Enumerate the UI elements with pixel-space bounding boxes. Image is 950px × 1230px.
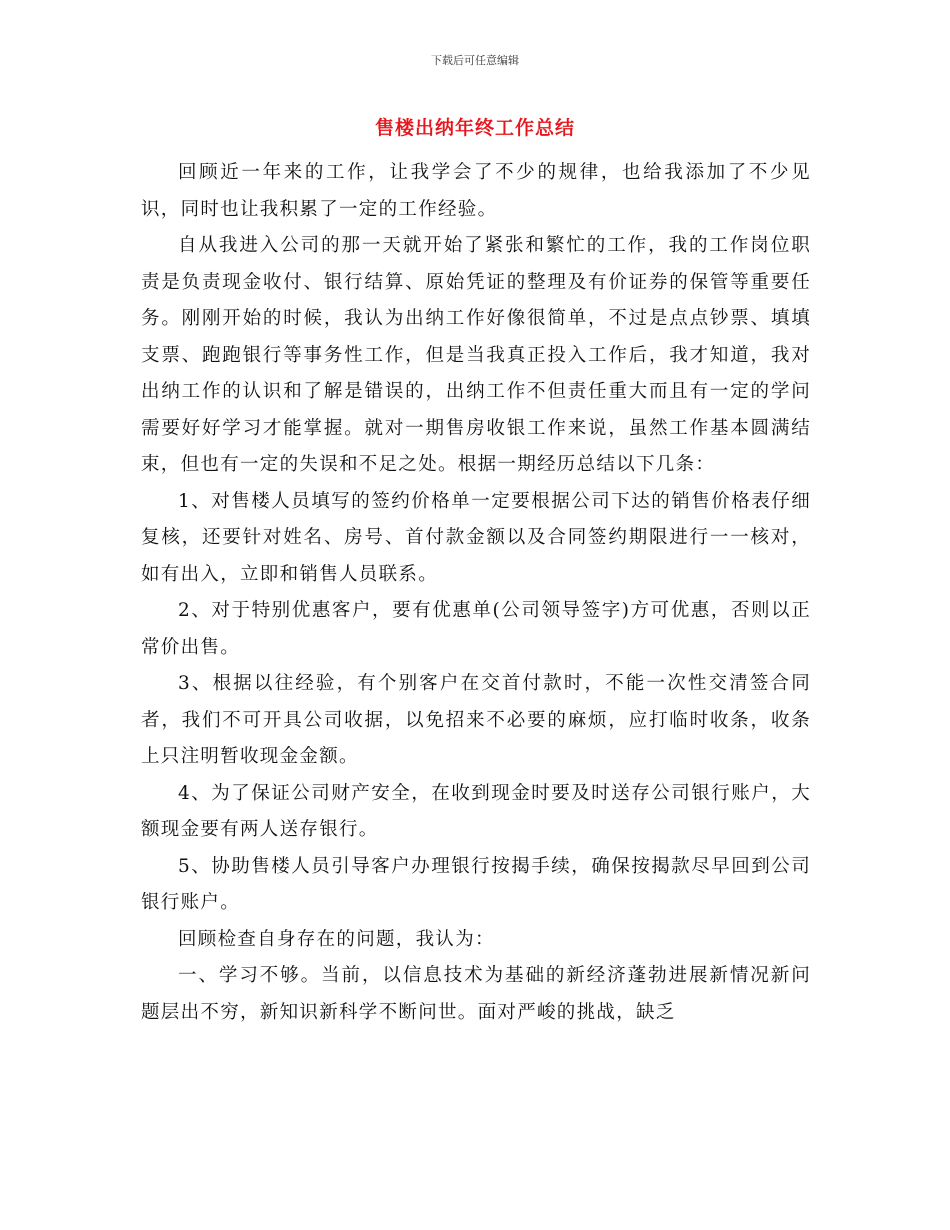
paragraph: 3、根据以往经验，有个别客户在交首付款时，不能一次性交清签合同者，我们不可开具公司收据，以免招来不必要的麻烦，应打临时收条，收条上只注明暂收现金金额。 (141, 673, 811, 767)
paragraph: 2、对于特别优惠客户，要有优惠单(公司领导签字)方可优惠，否则以正常价出售。 (141, 600, 811, 658)
paragraph: 自从我进入公司的那一天就开始了紧张和繁忙的工作，我的工作岗位职责是负责现金收付、银行结算、原始凭证的整理及有价证券的保管等重要任务。刚刚开始的时候，我认为出纳工作好像很简单，不过是点点钞票、填填支票、跑跑银行等事务性工作，但是当我真正投入工作后，我才知道，我对出纳工作的认识和了解是错误的，出纳工作不但责任重大而且有一定的学问需要好好学习才能掌握。就对一期售房收银工作来说，虽然工作基本圆满结束，但也有一定的失误和不足之处。根据一期经历总结以下几条： (141, 235, 811, 475)
paragraph: 回顾检查自身存在的问题，我认为： (178, 928, 495, 950)
paragraph: 回顾近一年来的工作，让我学会了不少的规律，也给我添加了不少见识，同时也让我积累了一定的工作经验。 (141, 162, 811, 220)
paragraph: 5、协助售楼人员引导客户办理银行按揭手续，确保按揭款尽早回到公司银行账户。 (141, 855, 811, 913)
paragraph: 一、学习不够。当前，以信息技术为基础的新经济蓬勃进展新情况新问题层出不穷，新知识新科学不断问世。面对严峻的挑战，缺乏 (141, 965, 811, 1023)
header-note: 下载后可任意编辑 (431, 54, 519, 67)
paragraph: 1、对售楼人员填写的签约价格单一定要根据公司下达的销售价格表仔细复核，还要针对姓名、房号、首付款金额以及合同签约期限进行一一核对，如有出入，立即和销售人员联系。 (141, 490, 811, 585)
document-body (141, 155, 811, 1031)
document-title: 售楼出纳年终工作总结 (374, 117, 575, 139)
paragraph: 4、为了保证公司财产安全，在收到现金时要及时送存公司银行账户，大额现金要有两人送存银行。 (141, 782, 811, 840)
